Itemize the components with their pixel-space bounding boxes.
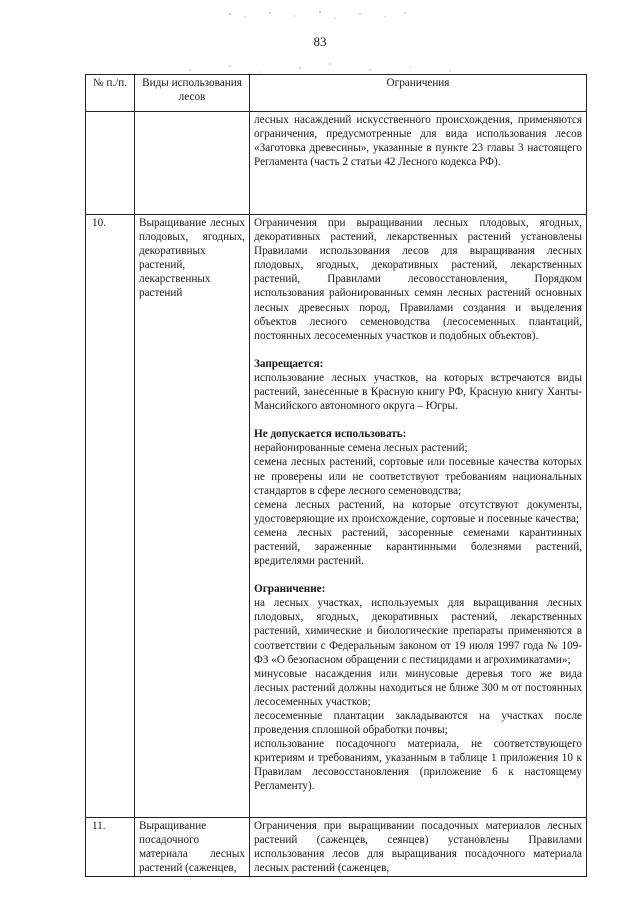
restrictions-table [85, 74, 587, 877]
list-item: нерайонированные семена лесных растений; [254, 442, 468, 455]
list-item: семена лесных растений, сортовые или посевные качества которых не проверены или не соответствуют требованиям национальных стандартов в сфере лесного семеноводства; [254, 456, 582, 497]
use-type: Выращивание посадочного материала лесных растений (саженцев, [135, 818, 250, 877]
table-row-11 [86, 818, 587, 877]
list-item: лесосеменные плантации закладываются на участках после проведения сплошной обработки почвы; [254, 710, 582, 737]
list-item: семена лесных растений, на которые отсутствуют документы, удостоверяющие их происхождение, сортовые и посевные качества; [254, 498, 582, 525]
cell-num [86, 112, 135, 215]
use-type: Выращивание лесных плодовых, ягодных, декоративных растений, лекарственных растений [135, 215, 250, 818]
row-number: 11. [86, 818, 135, 877]
header-use-type: Виды использования лесов [135, 75, 250, 112]
restriction-cell [250, 215, 587, 818]
table-row-10 [86, 215, 587, 818]
header-restriction: Ограничения [250, 75, 587, 112]
cell-use-type [135, 112, 250, 215]
list-item: минусовые насаждения или минусовые деревья того же вида лесных растений должны находиться не ближе 300 м от постоянных лесосеменных участков; [254, 667, 582, 708]
forbidden-heading: Запрещается: [254, 357, 324, 370]
restriction-intro: Ограничения при выращивании лесных плодовых, ягодных, декоративных растений, лекарственных растений установлены Правилами использования лесов для выращивания лесных плодовых, ягодных, декоративных растений, лекарственных растений, Правилами лесовосстановления, Порядком использования районированных семян лесных растений основных лесных древесных пород, Правилами создания и выделения объектов лесного семеноводства (лесосеменных плантаций, постоянных лесосеменных участков и подобных объектов). [254, 217, 582, 342]
table-header-row [86, 75, 587, 112]
list-item: на лесных участках, используемых для выращивания лесных плодовых, ягодных, декоративных растений, лекарственных растений, химические и биологические препараты применяются в соответствии с Федеральным законом от 19 июля 1997 года № 109-ФЗ «О безопасном обращении с пестицидами и агрохимикатами»; [254, 597, 582, 666]
header-num: № п./п. [86, 75, 135, 112]
restriction-heading: Ограничение: [254, 583, 326, 596]
page-number: 83 [313, 34, 327, 49]
forbidden-text: использование лесных участков, на которых встречаются виды растений, занесенные в Красную книгу РФ, Красную книгу Ханты-Мансийского автономного округа – Югры. [254, 371, 582, 413]
restriction-text: Ограничения при выращивании посадочных материалов лесных растений (саженцев, сеянцев) установлены Правилами использования лесов для выращивания посадочного материала лесных растений (саженцев, [250, 818, 587, 877]
scan-noise-top [200, 8, 440, 28]
table-row-continued [86, 112, 587, 215]
cell-restriction-text: лесных насаждений искусственного происхождения, применяются ограничения, предусмотренные для вида использования лесов «Заготовка древесины», указанные в пункте 23 главы 3 настоящего Регламента (часть 2 статьи 42 Лесного кодекса РФ). [250, 112, 587, 215]
list-item: семена лесных растений, засоренные семенами карантинных растений, зараженные карантинными болезнями растений, вредителями растений. [254, 526, 582, 568]
not-allowed-heading: Не допускается использовать: [254, 428, 407, 441]
row-number: 10. [86, 215, 135, 818]
list-item: использование посадочного материала, не соответствующего критериям и требованиям, указанным в таблице 1 приложения 10 к Правилам лесовосстановления (приложение 6 к настоящему Регламенту). [254, 738, 582, 793]
